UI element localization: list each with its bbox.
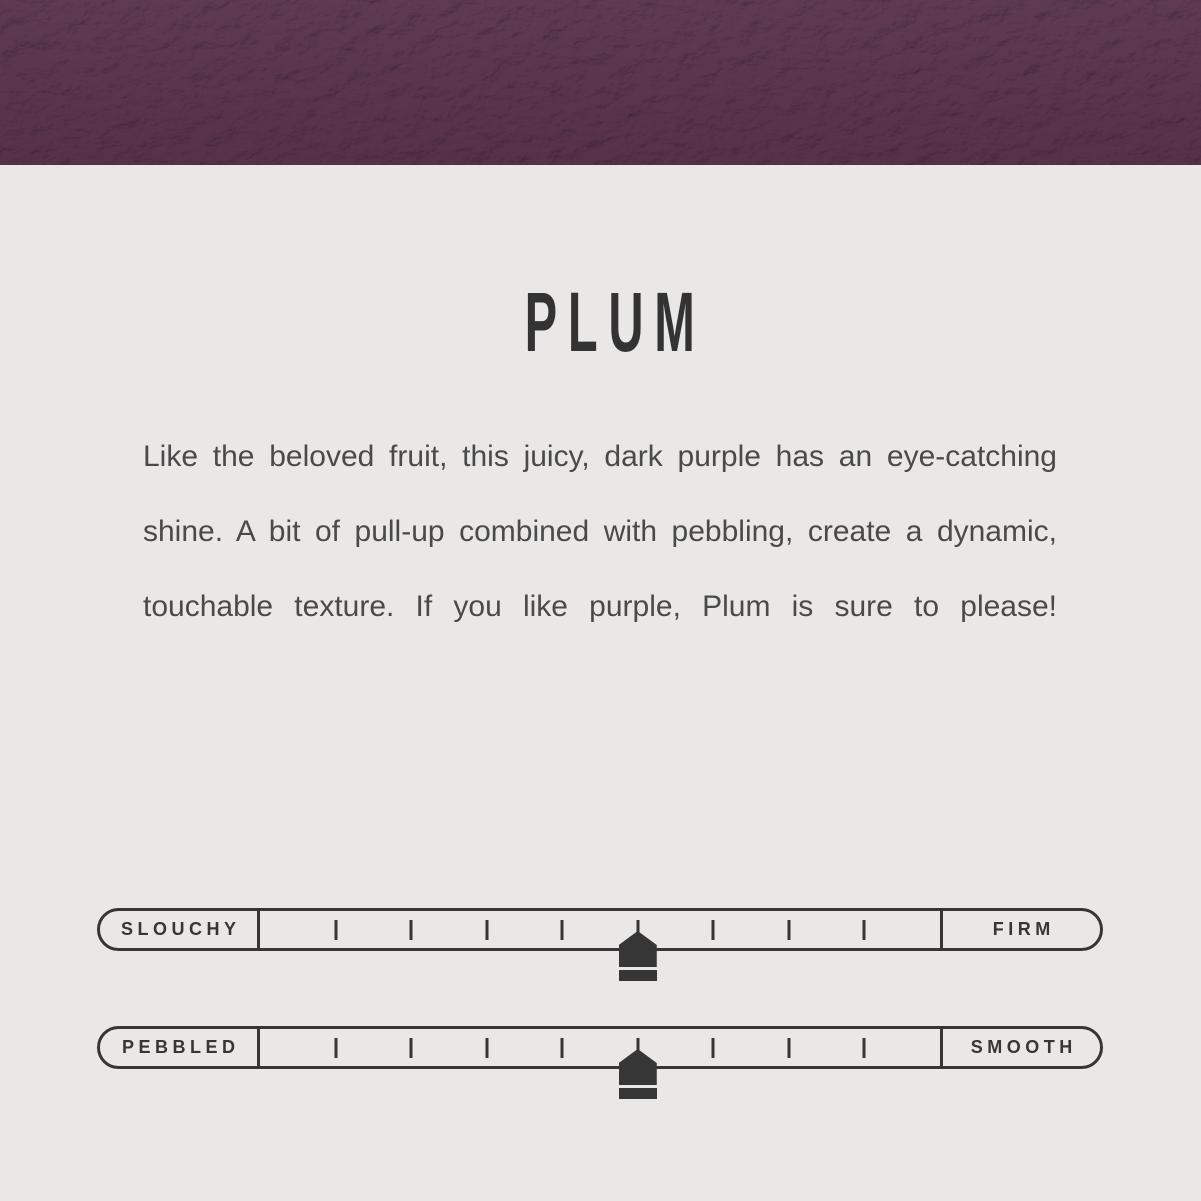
slider-track [97, 1026, 1103, 1069]
slider-right-label: FIRM [940, 911, 1100, 948]
slider-tick [561, 920, 564, 940]
slider-tick [334, 1038, 337, 1058]
slider-slouchy-firm [97, 908, 1103, 951]
slider-tick [410, 1038, 413, 1058]
slider-tick [712, 1038, 715, 1058]
page-title: PLUM [524, 275, 706, 369]
marker-head [619, 931, 657, 967]
slider-left-label: PEBBLED [100, 1029, 260, 1066]
slider-tick [334, 920, 337, 940]
slider-tick [410, 920, 413, 940]
description-line-2: shine. A bit of pull-up combined with pebbling, create a dynamic, [143, 515, 1057, 548]
slider-tick [787, 1038, 790, 1058]
slider-marker-icon [619, 931, 657, 981]
leather-texture-overlay [0, 0, 1201, 165]
marker-head [619, 1049, 657, 1085]
slider-tick [863, 920, 866, 940]
slider-tick [485, 1038, 488, 1058]
slider-pebbled-smooth [97, 1026, 1103, 1069]
slider-left-label: SLOUCHY [100, 911, 260, 948]
description-line-3: touchable texture. If you like purple, Plum is sure to please! [143, 590, 1057, 623]
slider-tick [787, 920, 790, 940]
marker-bar [619, 970, 657, 981]
color-description [143, 419, 1057, 644]
slider-tick [863, 1038, 866, 1058]
slider-tick [485, 920, 488, 940]
slider-tick [712, 920, 715, 940]
marker-bar [619, 1088, 657, 1099]
slider-right-label: SMOOTH [940, 1029, 1100, 1066]
slider-scale [260, 1029, 940, 1066]
description-line-1: Like the beloved fruit, this juicy, dark purple has an eye-catching [143, 440, 1057, 473]
leather-swatch-image [0, 0, 1201, 165]
slider-track [97, 908, 1103, 951]
slider-tick [561, 1038, 564, 1058]
slider-marker-icon [619, 1049, 657, 1099]
slider-scale [260, 911, 940, 948]
